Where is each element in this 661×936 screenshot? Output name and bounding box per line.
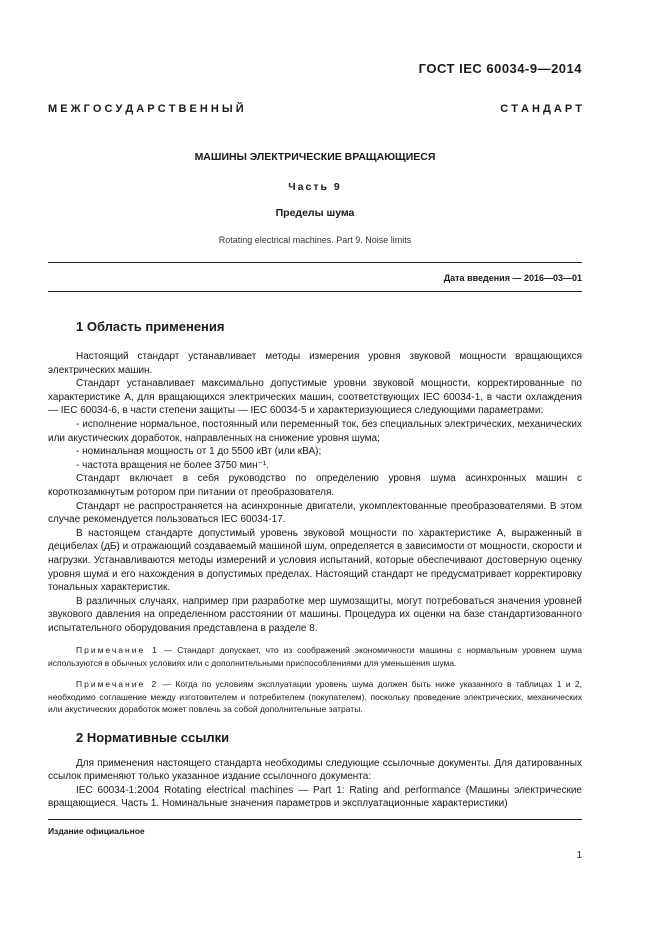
paragraph: В различных случаях, например при разработке мер шумозащиты, могут потребоваться значения уровней звукового давления на определенном расстоянии от машины. Процедура их оценки на базе стандартизованного испытательного оборудования представлена в разделе 8. — [48, 595, 582, 634]
list-item: - частота вращения не более 3750 мин⁻¹. — [76, 459, 269, 471]
reference-entry: IEC 60034-1:2004 Rotating electrical machines — Part 1: Rating and performance (Машины электрические вращающиеся. Часть 1. Номинальные значения параметров и эксплуатационные характеристики) — [48, 784, 582, 810]
section-2-heading: 2 Нормативные ссылки — [76, 729, 230, 745]
note-text: — Стандарт допускает, что из соображений экономичности машины с нормальным уровнем шума используются в обычных условиях или с дополнительными приспособлениями для уменьшения шума. — [48, 645, 582, 668]
paragraph: Настоящий стандарт устанавливает методы измерения уровня звуковой мощности вращающихся электрических машин. — [48, 351, 582, 376]
standard-subtitle: Пределы шума — [275, 207, 355, 219]
paragraph: Для применения настоящего стандарта необходимы следующие ссылочные документы. Для датированных ссылок применяют только указанное издание ссылочного документа: — [48, 757, 582, 783]
note-label: Примечание 1 — [76, 645, 159, 656]
note-1 — [48, 644, 582, 669]
paragraph: Стандарт устанавливает максимально допустимые уровни звуковой мощности, корректированные по характеристике А, для вращающихся электрических машин, соответствующих IEC 60034-1, в части охлаждения — IEC 60034-6, в части степени защиты — IEC 60034-5 и характеризующиеся следующими параметрами: — [48, 378, 582, 417]
part-number: Часть 9 — [288, 181, 342, 193]
list-item: - исполнение нормальное, постоянный или переменный ток, без специальных электрических, механических или акустических доработок, направленных на снижение уровня шума; — [48, 418, 582, 444]
footer-rule — [48, 819, 582, 820]
standard-title: МАШИНЫ ЭЛЕКТРИЧЕСКИЕ ВРАЩАЮЩИЕСЯ — [194, 151, 436, 163]
note-2 — [48, 678, 582, 715]
document-body — [48, 319, 582, 811]
date-rule — [48, 291, 582, 292]
document-code: ГОСТ IEC 60034-9—2014 — [418, 61, 582, 76]
interstate-word: М Е Ж Г О С У Д А Р С Т В Е Н Н Ы Й — [48, 103, 244, 115]
note-text: — Когда по условиям эксплуатации уровень шума должен быть ниже указанного в таблицах 1 и 2, необходимо соглашение между изготовителем и потребителем (покупателем), поскольку проведение электрических, механических или акустических доработок может повлечь за собой дополнительные затраты. — [48, 679, 582, 715]
paragraph: Стандарт не распространяется на асинхронные двигатели, укомплектованные преобразователями. В этом случае рекомендуется пользоваться IEC 60034-17. — [48, 500, 582, 526]
standard-word: С Т А Н Д А Р Т — [500, 103, 582, 115]
introduction-date: Дата введения — 2016—03—01 — [443, 273, 582, 283]
paragraph: Стандарт включает в себя руководство по определению уровня шума асинхронных машин с короткозамкнутым ротором при питании от преобразователя. — [48, 473, 582, 498]
paragraph: В настоящем стандарте допустимый уровень звуковой мощности по характеристике А, выраженный в децибелах (дБ) и отражающий создаваемый машиной шум, определяется в зависимости от мощности, скорости и нагрузки. Устанавливаются методы измерений и условия испытаний, которые обеспечивают достоверную оценку уровня шума и его нахождения в допустимых пределах. Настоящий стандарт не предусматривает корректировку тональных характеристик. — [48, 527, 582, 594]
section-1-heading: 1 Область применения — [76, 319, 225, 334]
list-item: - номинальная мощность от 1 до 5500 кВт (или кВА); — [76, 446, 322, 458]
official-edition-label: Издание официальное — [48, 826, 145, 836]
page-number: 1 — [576, 850, 582, 861]
note-label: Примечание 2 — [76, 679, 159, 690]
interstate-standard-banner — [48, 103, 582, 115]
title-rule — [48, 262, 582, 263]
english-title: Rotating electrical machines. Part 9. Noise limits — [218, 235, 412, 245]
